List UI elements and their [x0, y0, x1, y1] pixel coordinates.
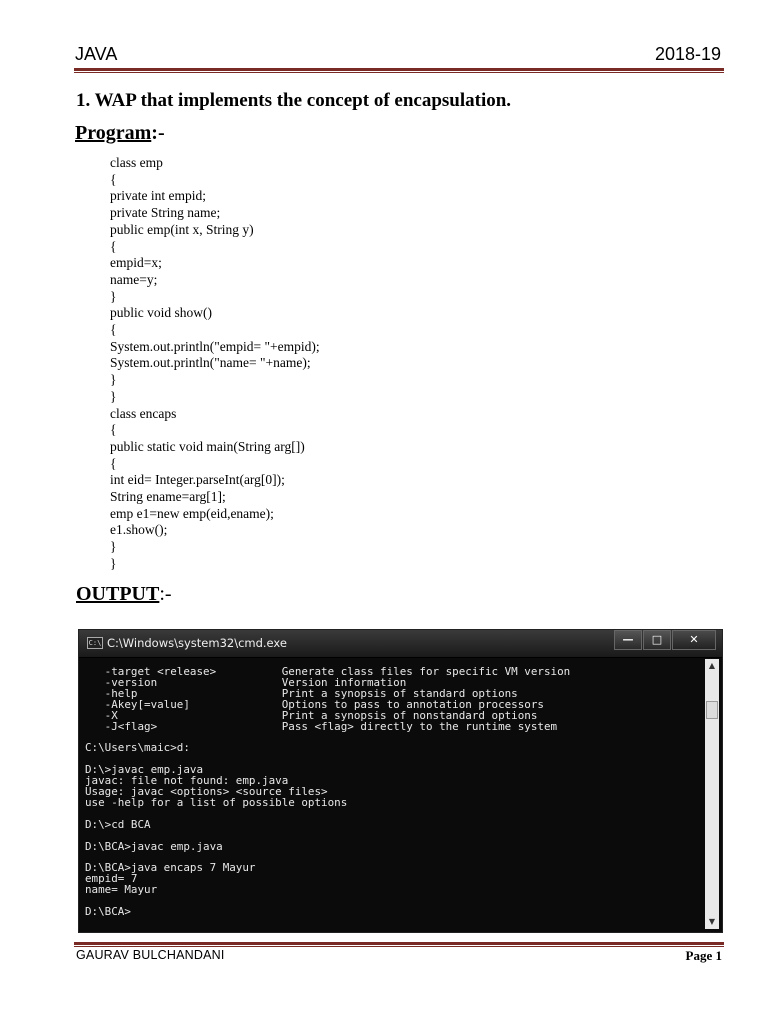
scroll-up-arrow-icon: ▲ — [708, 661, 716, 670]
program-heading — [75, 122, 165, 145]
cmd-app-icon: C:\ — [88, 639, 102, 647]
cmd-title-bar — [79, 630, 722, 658]
output-heading-suffix: :- — [159, 583, 172, 605]
scroll-down-arrow-icon: ▼ — [708, 917, 716, 926]
cmd-console-output: -target <release> Generate class files for specific VM version -version Version information -help Print a synopsis of standard options -Akey[=value] Options to pass to annotation processors -X Print a synopsis of nonstandard options -J<flag> Pass <flag> directly to the runtime system C:\Users\maic>d: D:\>javac emp.java javac: file not found: emp.java Usage: javac <options> <source files> use -help for a list of possible options D:\>cd BCA D:\BCA>javac emp.java D:\BCA>java encaps 7 Mayur empid= 7 name= Mayur D:\BCA> — [85, 667, 571, 918]
footer-divider — [74, 942, 724, 945]
cmd-title-text: C:\Windows\system32\cmd.exe — [107, 636, 287, 650]
program-heading-suffix: :- — [151, 122, 165, 144]
header-year: 2018-19 — [654, 44, 721, 64]
program-heading-label: Program — [75, 122, 152, 144]
program-code: class emp { private int empid; private String name; public emp(int x, String y) { empid=x; name=y; } public void show() { System.out.println("empid= "+empid); System.out.println("name= "+name); } } class encaps { public static void main(String arg[]) { int eid= Integer.parseInt(arg[0]); String ename=arg[1]; emp e1=new emp(eid,ename); e1.show(); } } — [110, 155, 320, 571]
footer-page-number: Page 1 — [685, 948, 722, 963]
header-subject: JAVA — [75, 44, 118, 64]
cmd-scrollbar — [705, 659, 719, 929]
window-controls — [613, 630, 716, 650]
scroll-thumb — [706, 701, 718, 719]
header-divider — [74, 68, 724, 71]
output-heading-label: OUTPUT — [76, 583, 160, 605]
minimize-icon: — — [614, 630, 642, 650]
output-heading — [76, 583, 172, 606]
close-icon: ✕ — [672, 630, 716, 650]
footer-divider-thin — [74, 946, 724, 947]
page-header — [75, 44, 723, 68]
question-title: 1. WAP that implements the concept of encapsulation. — [76, 90, 512, 111]
header-divider-thin — [74, 72, 724, 73]
cmd-window-screenshot — [78, 629, 723, 933]
footer-author: GAURAV BULCHANDANI — [76, 948, 225, 962]
maximize-icon: □ — [643, 630, 671, 650]
